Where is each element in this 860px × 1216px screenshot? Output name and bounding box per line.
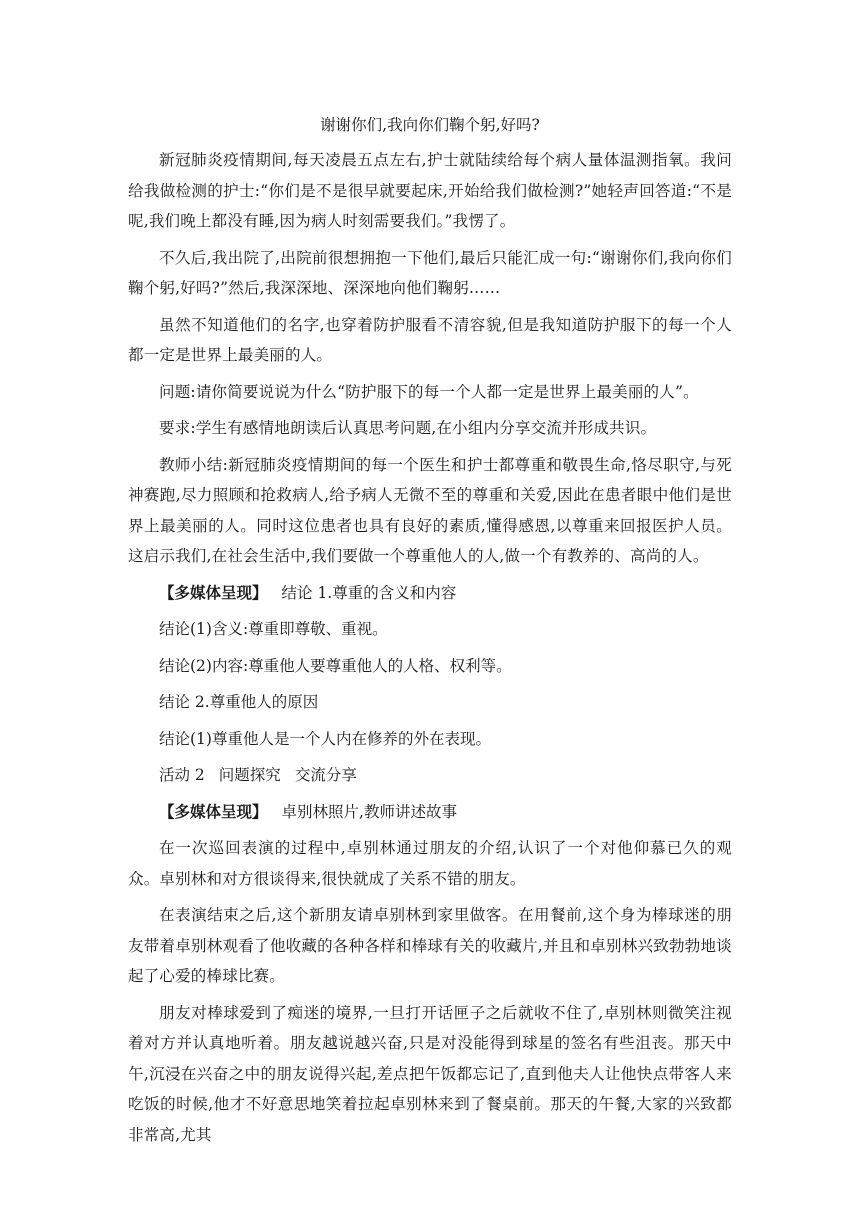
paragraph-teacher-summary: 教师小结:新冠肺炎疫情期间的每一个医生和护士都尊重和敬畏生命,恪尽职守,与死神赛跑,尽力照顾和抢救病人,给予病人无微不至的尊重和关爱,因此在患者眼中他们是世界上最美丽的人。同时这位患者也具有良好的素质,懂得感恩,以尊重来回报医护人员。这启示我们,在社会生活中,我们要做一个尊重他人的人,做一个有教养的、高尚的人。 [128,455,732,565]
conclusion-content: 结论(2)内容:尊重他人要尊重他人的人格、权利等。 [159,656,512,675]
conclusion-meaning: 结论(1)含义:尊重即尊敬、重视。 [159,620,388,638]
activity-explore: 问题探究 [218,766,281,784]
multimedia-text: 结论 1.尊重的含义和内容 [281,583,457,602]
paragraph-chaplin-listen: 朋友对棒球爱到了痴迷的境界,一旦打开话匣子之后就收不住了,卓别林则微笑注视着对方并认真地听着。朋友越说越兴奋,只是对没能得到球星的签名有些沮丧。那天中午,沉浸在兴奋之中的朋友说得兴起,差点把午饭都忘记了,直到他夫人让他快点带客人来吃饭的时候,他才不好意思地笑着拉起卓别林来到了餐桌前。那天的午餐,大家的兴致都非常高,尤其 [128,1003,732,1144]
multimedia-label: 【多媒体呈现】 [159,802,268,821]
section-title: 谢谢你们,我向你们鞠个躬,好吗? [320,116,540,134]
paragraph-chaplin-tour: 在一次巡回表演的过程中,卓别林通过朋友的介绍,认识了一个对他仰慕已久的观众。卓别林和对方很谈得来,很快就成了关系不错的朋友。 [128,839,732,888]
paragraph-nurse-dialogue: 新冠肺炎疫情期间,每天凌晨五点左右,护士就陆续给每个病人量体温测指氧。我问给我做检测的护士:“你们是不是很早就要起床,开始给我们做检测?”她轻声回答道:“不是呢,我们晚上都没有睡,因为病人时刻需要我们。”我愣了。 [128,151,732,230]
multimedia-label: 【多媒体呈现】 [159,583,268,602]
conclusion-reason: 结论(1)尊重他人是一个人内在修养的外在表现。 [159,729,491,748]
multimedia-chaplin [128,797,732,828]
document-page [128,111,732,1156]
activity-share: 交流分享 [294,766,357,784]
multimedia-text: 卓别林照片,教师讲述故事 [281,802,457,821]
multimedia-conclusion-1 [128,578,732,609]
paragraph-discharge: 不久后,我出院了,出院前很想拥抱一下他们,最后只能汇成一句:“谢谢你们,我向你们鞠个躬,好吗?”然后,我深深地、深深地向他们鞠躬…… [128,248,732,297]
paragraph-requirement: 要求:学生有感情地朗读后认真思考问题,在小组内分享交流并形成共识。 [159,419,657,437]
activity-number: 活动 2 [159,766,205,784]
conclusion-2-heading: 结论 2.尊重他人的原因 [159,693,319,711]
paragraph-chaplin-visit: 在表演结束之后,这个新朋友请卓别林到家里做客。在用餐前,这个身为棒球迷的朋友带着卓别林观看了他收藏的各种各样和棒球有关的收藏片,并且和卓别林兴致勃勃地谈起了心爱的棒球比赛。 [128,906,732,985]
paragraph-question: 问题:请你简要说说为什么“防护服下的每一个人都一定是世界上最美丽的人”。 [159,382,699,401]
paragraph-most-beautiful: 虽然不知道他们的名字,也穿着防护服看不清容貌,但是我知道防护服下的每一个人都一定是世界上最美丽的人。 [128,315,732,364]
activity-heading [128,760,732,791]
